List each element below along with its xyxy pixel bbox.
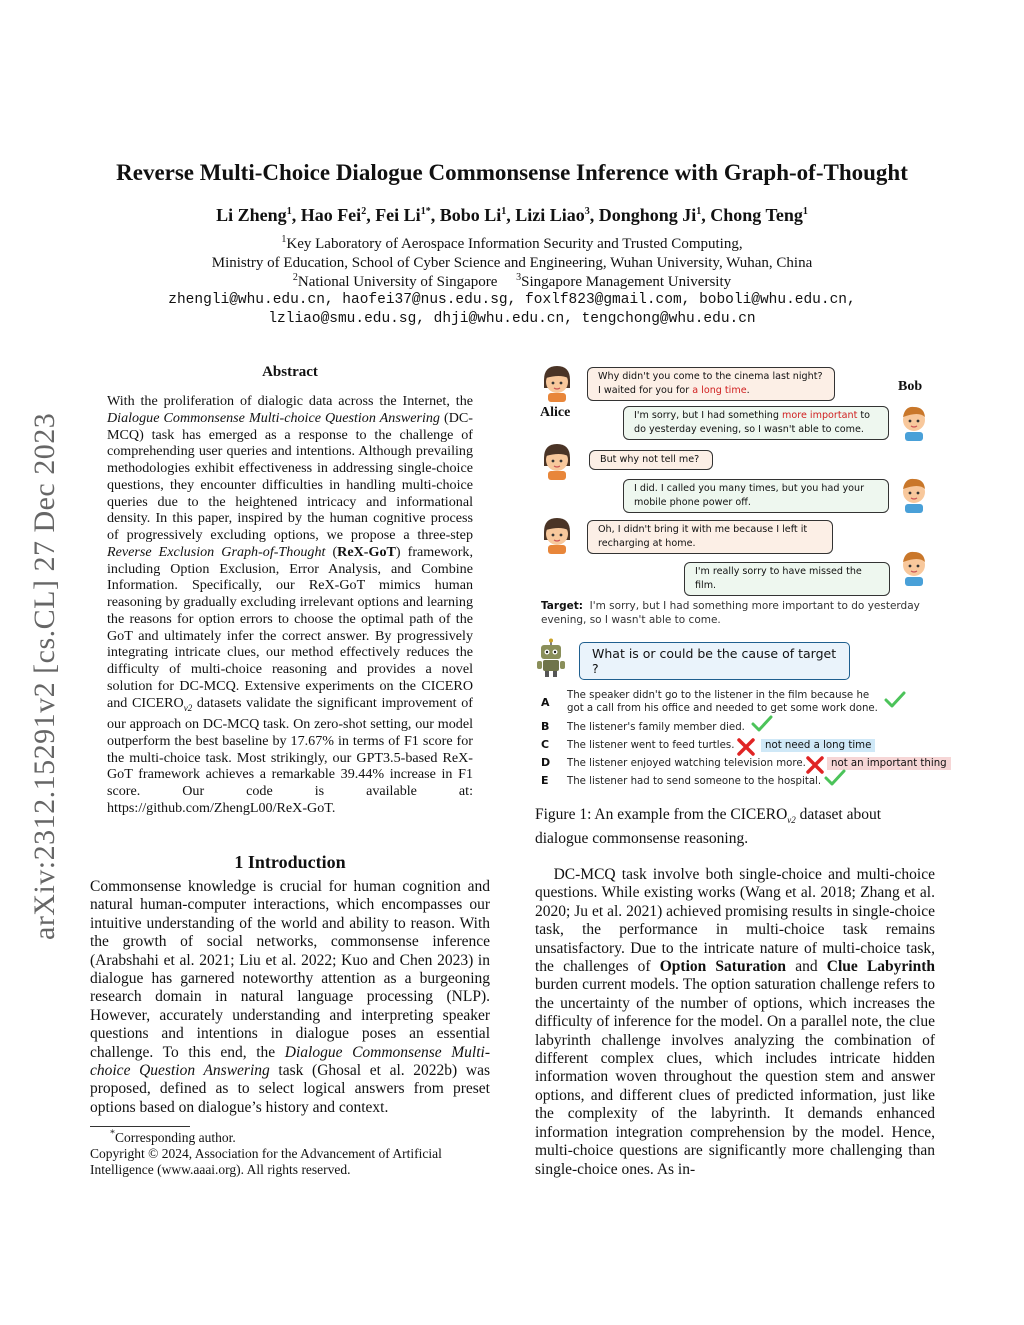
check-icon	[883, 690, 907, 710]
affiliation-1-line-1: $^1$Key Laboratory of Aerospace Information Security and Trusted Computing,	[281, 234, 743, 252]
author: Donghong Ji$^1$	[598, 205, 702, 225]
paper-title: Reverse Multi-Choice Dialogue Commonsense Inference with Graph-of-Thought	[116, 160, 908, 185]
cross-icon	[805, 755, 825, 775]
author-list: Li Zheng$^1$, Hao Fei$^2$, Fei $Li^{1*}$, Bobo Li$^1$, Lizi Liao$^3$, Donghong Ji$^1$, Chong Teng$^1$	[216, 205, 808, 225]
option-letter: E	[541, 774, 549, 787]
section-heading-introduction: 1 Introduction	[234, 852, 346, 872]
option-text: The listener had to send someone to the hospital.	[567, 776, 822, 787]
footnote-rule	[90, 1126, 190, 1127]
option-text: The listener's family member died.	[567, 722, 745, 733]
affiliation-1-line-2: Ministry of Education, School of Cyber Science and Engineering, Wuhan University, Wuhan, China	[211, 255, 813, 271]
author: Fei $Li^{1*}$	[375, 205, 431, 225]
figure-caption: Figure 1: An example from the $CICERO_{v2}$ dataset about dialogue commonsense reasoning.	[535, 806, 882, 847]
author: Li Zheng$^1$	[216, 205, 292, 225]
alice-avatar-icon	[540, 362, 574, 402]
question-box: What is or could be the cause of target ?	[579, 642, 850, 680]
bob-avatar-icon	[897, 546, 931, 586]
dialogue-turn-bob: I did. I called you many times, but you had your mobile phone power off.	[623, 479, 889, 513]
dialogue-turn-alice: But why not tell me?	[589, 450, 713, 470]
target-utterance: Target: I'm sorry, but I had something more important to do yesterday evening, so I wasn't able to come.	[541, 600, 920, 626]
option-note: not an important thing	[827, 757, 951, 770]
footnote-copyright: Copyright © 2024, Association for the Advancement of Artificial Intelligence (www.aaai.org). All rights reserved.	[90, 1146, 442, 1177]
author: Hao Fei$^2$	[300, 205, 367, 225]
author: Lizi Liao$^3$	[515, 205, 590, 225]
abstract-body: With the proliferation of dialogic data across the Internet, the Dialogue Commonsense Multi-choice Question Answering (DC-MCQ) task has emerged as a response to the challenge of comprehending user queries and intentions. Although prevailing methodologies exhibit effectiveness in addressing single-choice questions, they encounter difficulties in handling multi-choice queries due to the heightened intricacy and informational density. In this paper, inspired by the human cognitive process of progressively excluding options, we propose a three-step Reverse Exclusion Graph-of-Thought (ReX-GoT) framework, including Option Exclusion, Error Analysis, and Combine Information. Specifically, our ReX-GoT mimics human reasoning by gradually excluding irrelevant options and learning the reasons for option errors to choose the optimal path of the GoT and ultimately infer the correct answer. By progressively integrating intricate clues, our method effectively reduces the difficulty of multi-choice reasoning and provides a novel solution for DC-MCQ. Extensive experiments on the CICERO and $CICERO_{v2}$ datasets validate the significant improvement of our approach on DC-MCQ task. On zero-shot setting, our model outperform the best baseline by 17.67% in terms of F1 score for the multi-choice task. Most strikingly, our GPT3.5-based ReX-GoT framework achieves a remarkable 39.44% increase in F1 score. Our code is available at: https://github.com/ZhengL00/ReX-GoT.	[107, 393, 473, 816]
dialogue-turn-alice: Why didn't you come to the cinema last night? I waited for you for a long time.	[587, 367, 835, 401]
emails-line-2: lzliao@smu.edu.sg, dhji@whu.edu.cn, tengchong@whu.edu.cn	[268, 311, 756, 327]
dialogue-turn-bob: I'm really sorry to have missed the film.	[684, 562, 890, 596]
option-letter: D	[541, 756, 551, 769]
alice-avatar-icon	[540, 440, 574, 480]
emails-line-1: zhengli@whu.edu.cn, haofei37@nus.edu.sg, foxlf823@gmail.com, boboli@whu.edu.cn,	[168, 292, 856, 308]
arxiv-identifier: arXiv:2312.15291v2 [cs.CL] 27 Dec 2023	[28, 412, 61, 940]
author: Chong Teng$^1$	[710, 205, 808, 225]
alice-label: Alice	[540, 405, 571, 420]
footnote	[90, 1130, 490, 1178]
abstract-heading: Abstract	[262, 364, 318, 380]
alice-avatar-icon	[540, 514, 574, 554]
option-letter: A	[541, 696, 550, 709]
option-text: The listener enjoyed watching television more.	[567, 758, 806, 769]
footnote-corresponding: *Corresponding author.	[110, 1128, 236, 1145]
right-column-paragraph: DC-MCQ task involve both single-choice and multi-choice questions. While existing works (Wang et al. 2018; Zhang et al. 2020; Ju et al. 2021) achieved promising results in single-choice task, the performance in multi-choice task remains unsatisfactory. Due to the intricate nature of multi-choice task, the challenges of Option Saturation and Clue Labyrinth burden current models. The option saturation challenge refers to the uncertainty of the number of options, which increases the difficulty of inference for the model. On a parallel note, the clue labyrinth challenge involves analyzing the combination of different complex clues, which includes intricate hidden information woven throughout the question stem and answer options, and different clues of predicted information, just like the complexity of the labyrinth. It demands enhanced information integration comprehension by the model. Hence, multi-choice questions are significantly more challenging than single-choice ones. As in-	[535, 866, 935, 1178]
check-icon	[823, 768, 847, 788]
option-letter: B	[541, 720, 550, 733]
option-letter: C	[541, 738, 550, 751]
cross-icon	[736, 737, 756, 757]
robot-icon	[535, 638, 567, 678]
option-text: The listener went to feed turtles.	[567, 740, 735, 751]
option-note: not need a long time	[761, 739, 875, 752]
check-icon	[750, 714, 774, 734]
author: Bobo Li$^1$	[439, 205, 507, 225]
bob-label: Bob	[898, 379, 923, 394]
introduction-paragraph: Commonsense knowledge is crucial for human cognition and natural human-computer interactions, which encompasses our intuitive understanding of the world and ability to reason. With the growth of social networks, commonsense inference (Arabshahi et al. 2021; Liu et al. 2022; Kuo and Chen 2023) in dialogue has garnered noteworthy attention as a burgeoning research domain in natural language processing (NLP). However, accurately understanding and interpreting speaker questions and intentions in dialogue poses an essential challenge. To this end, the Dialogue Commonsense Multi-choice Question Answering task (Ghosal et al. 2022b) was proposed, defined as to select logical answers from preset options based on dialogue’s history and context.	[90, 878, 490, 1116]
bob-avatar-icon	[897, 473, 931, 513]
dialogue-turn-bob: I'm sorry, but I had something more important to do yesterday evening, so I wasn't able to come.	[623, 406, 889, 440]
dialogue-turn-alice: Oh, I didn't bring it with me because I left it recharging at home.	[587, 520, 833, 554]
bob-avatar-icon	[897, 401, 931, 441]
affiliation-2-3: $^2$National University of Singapore $^3$Singapore Management University	[292, 272, 732, 290]
option-text: The speaker didn't go to the listener in the film because he got a call from his office and needed to get some work done.	[567, 690, 878, 714]
